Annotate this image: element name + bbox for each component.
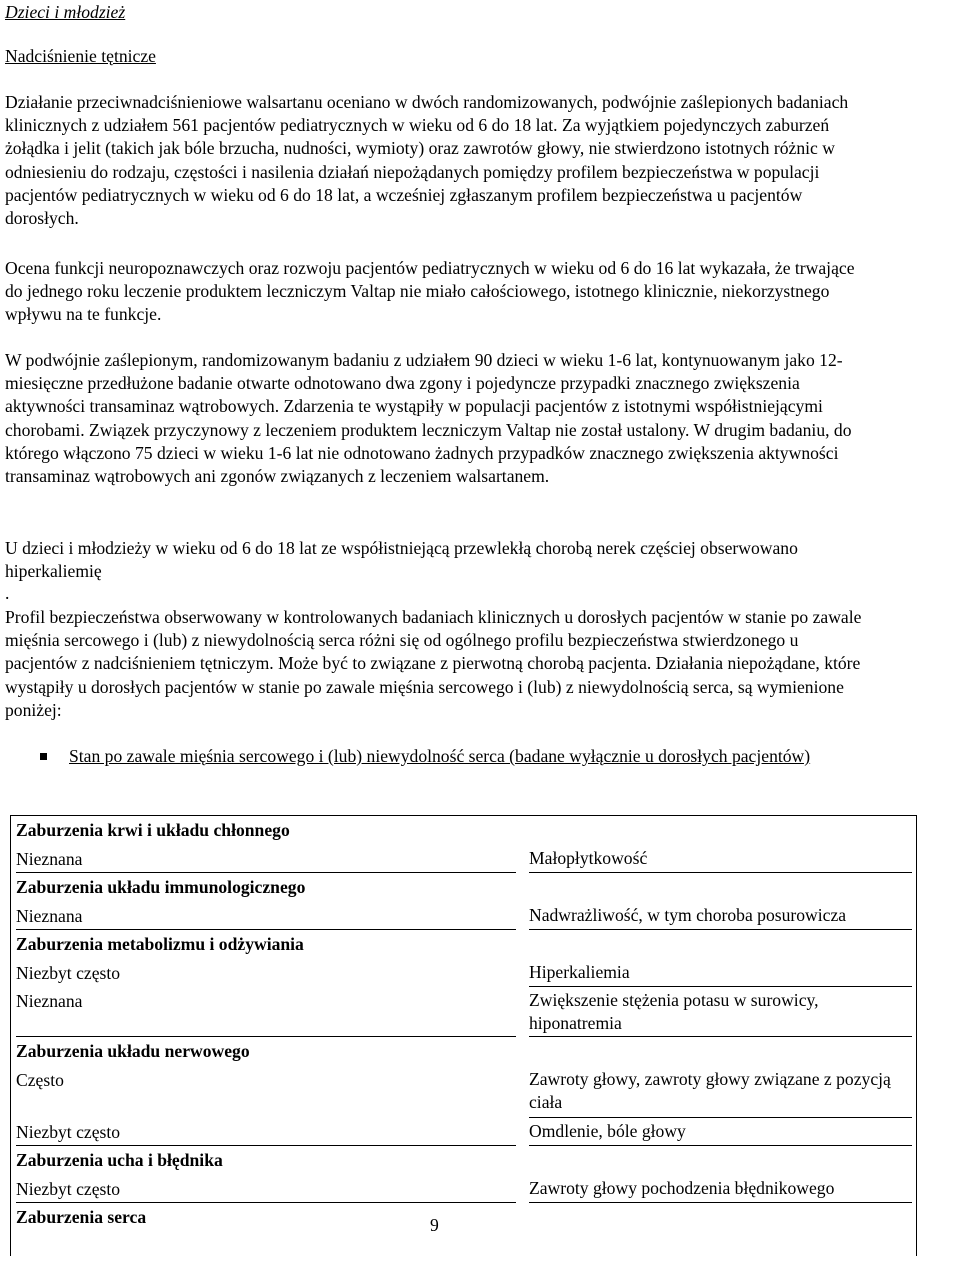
row-divider [529, 1145, 912, 1146]
term-cell: Zwiększenie stężenia potasu w surowicy, hiponatremia [529, 990, 819, 1033]
term-cell: Zawroty głowy pochodzenia błędnikowego [529, 1178, 835, 1198]
row-divider [16, 1202, 516, 1203]
frequency-cell: Niezbyt często [16, 1122, 121, 1142]
term-cell: Omdlenie, bóle głowy [529, 1121, 686, 1141]
category-heart: Zaburzenia serca [16, 1207, 147, 1227]
table-category-row [11, 1039, 916, 1063]
table-category-row [11, 818, 916, 842]
page-number: 9 [430, 1215, 439, 1235]
paragraph-safety-pediatric: Działanie przeciwnadciśnieniowe walsartanu oceniano w dwóch randomizowanych, podwójnie zaślepionych badaniach klinicznych z udziałem 561 pacjentów pediatrycznych w wieku od 6 do 18 lat. Za wyjątkiem pojedynczych zaburzeń żołądka i jelit (takich jak bóle brzucha, nudności, wymioty) oraz zawrotów głowy, nie stwierdzono istotnych różnic w odniesieniu do rodzaju, częstości i nasilenia działań niepożądanych pomiędzy profilem bezpieczeństwa w populacji pacjentów pediatrycznych w wieku od 6 do 18 lat, a wcześniej zgłaszanym profilem bezpieczeństwa u pacjentów dorosłych. [5, 92, 849, 229]
category-metabolism: Zaburzenia metabolizmu i odżywiania [16, 934, 304, 954]
paragraph-hyperkalemia: U dzieci i młodzieży w wieku od 6 do 18 lat ze współistniejącą przewlekłą chorobą nerek częściej obserwowano hiperkaliemię [5, 538, 798, 582]
frequency-cell: Nieznana [16, 849, 83, 869]
paragraph-young-children: W podwójnie zaślepionym, randomizowanym badaniu z udziałem 90 dzieci w wieku 1-6 lat, kontynuowanym jako 12-miesięczne przedłużone badanie otwarte odnotowano dwa zgony i pojedyncze przypadki znacznego zwiększenia aktywności transaminaz wątrobowych. Zdarzenia te wystąpiły w populacji pacjentów z istotnymi współistniejącymi chorobami. Związek przyczynowy z leczeniem produktem leczniczym Valtap nie został ustalony. W drugim badaniu, do którego włączono 75 dzieci w wieku 1-6 lat nie odnotowano żadnych przypadków znacznego zwiększenia aktywności transaminaz wątrobowych ani zgonów związanych z leczeniem walsartanem. [5, 350, 852, 487]
term-cell: Nadwrażliwość, w tym choroba posurowicza [529, 905, 847, 925]
square-bullet-icon [40, 753, 47, 760]
row-divider [529, 872, 912, 873]
section-title: Dzieci i młodzież [5, 2, 126, 22]
row-divider [16, 1036, 516, 1037]
category-nervous: Zaburzenia układu nerwowego [16, 1041, 250, 1061]
paragraph-neurocognitive: Ocena funkcji neuropoznawczych oraz rozwoju pacjentów pediatrycznych w wieku od 6 do 16 lat wykazała, że trwające do jednego roku leczenie produktem leczniczym Valtap nie miało całościowego, istotnego klinicznie, niekorzystnego wpływu na te funkcje. [5, 258, 855, 325]
category-ear: Zaburzenia ucha i błędnika [16, 1150, 223, 1170]
table-category-row [11, 1205, 916, 1229]
row-divider [16, 872, 516, 873]
term-cell: Małopłytkowość [529, 848, 648, 868]
subsection-title: Nadciśnienie tętnicze [5, 46, 156, 66]
row-divider [529, 929, 912, 930]
frequency-cell: Niezbyt często [16, 1179, 121, 1199]
term-cell: Hiperkaliemia [529, 962, 630, 982]
row-divider [16, 929, 516, 930]
term-cell: Zawroty głowy, zawroty głowy związane z pozycją ciała [529, 1069, 891, 1112]
category-immune: Zaburzenia układu immunologicznego [16, 877, 306, 897]
frequency-cell: Niezbyt często [16, 963, 121, 983]
row-divider [16, 1145, 516, 1146]
table-category-row [11, 875, 916, 899]
row-divider [529, 1117, 912, 1118]
row-divider [529, 986, 912, 987]
table-category-row [11, 932, 916, 956]
frequency-cell: Nieznana [16, 906, 83, 926]
category-blood: Zaburzenia krwi i układu chłonnego [16, 820, 290, 840]
paragraph-dot: . [5, 583, 10, 603]
row-divider [529, 1036, 912, 1037]
table-category-row [11, 1148, 916, 1172]
paragraph-adult-profile: Profil bezpieczeństwa obserwowany w kontrolowanych badaniach klinicznych u dorosłych pacjentów w stanie po zawale mięśnia sercowego i (lub) z niewydolnością serca różni się od ogólnego profilu bezpieczeństwa stwierdzonego u pacjentów z nadciśnieniem tętniczym. Może być to związane z pierwotną chorobą pacjenta. Działania niepożądane, które wystąpiły u dorosłych pacjentów w stanie po zawale mięśnia sercowego i (lub) z niewydolnością serca, są wymienione poniżej: [5, 607, 862, 720]
frequency-cell: Często [16, 1070, 64, 1090]
row-divider [529, 1202, 912, 1203]
frequency-cell: Nieznana [16, 991, 83, 1011]
adverse-reactions-table [10, 815, 917, 1256]
bullet-text: Stan po zawale mięśnia sercowego i (lub) niewydolność serca (badane wyłącznie u dorosłych pacjentów) [69, 746, 811, 766]
